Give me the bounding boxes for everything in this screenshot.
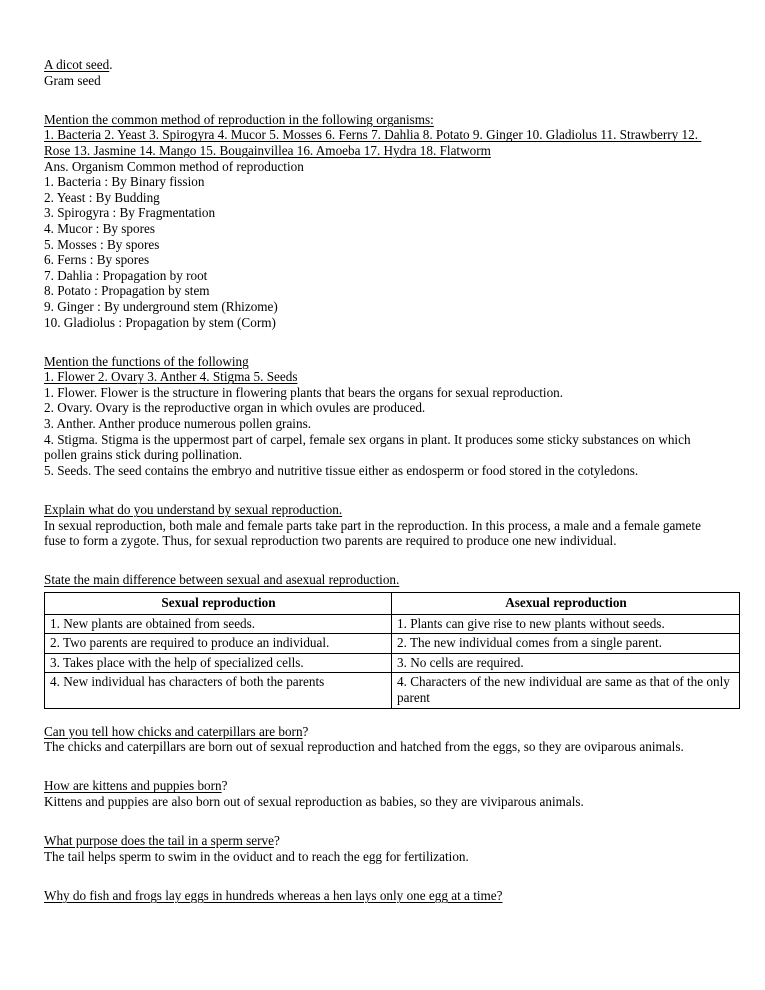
column-header-asexual: Asexual reproduction	[392, 593, 740, 615]
sperm-tail-heading	[44, 833, 721, 849]
spacer	[44, 709, 721, 724]
spacer	[44, 549, 721, 565]
spacer	[44, 494, 721, 502]
table-cell-sexual: 2. Two parents are required to produce an individual.	[45, 634, 392, 654]
table-header-row	[45, 593, 740, 615]
column-header-sexual: Sexual reproduction	[45, 593, 392, 615]
answer-item: 2. Ovary. Ovary is the reproductive organ in which ovules are produced.	[44, 400, 426, 416]
spacer	[44, 864, 721, 880]
sexual-reproduction-heading: Explain what do you understand by sexual reproduction.	[44, 502, 343, 518]
functions-item-list: 1. Flower 2. Ovary 3. Anther 4. Stigma 5. Seeds	[44, 369, 298, 385]
spacer	[44, 770, 721, 778]
table-cell-asexual: 2. The new individual comes from a single parent.	[392, 634, 740, 654]
answer-item: 8. Potato : Propagation by stem	[44, 283, 210, 299]
answer-item: 1. Bacteria : By Binary fission	[44, 174, 205, 190]
table-row	[45, 614, 740, 634]
kittens-body: Kittens and puppies are also born out of sexual reproduction as babies, so they are viviparous animals.	[44, 793, 584, 809]
table-cell-asexual: 1. Plants can give rise to new plants without seeds.	[392, 614, 740, 634]
spacer	[44, 346, 721, 354]
kittens-heading	[44, 778, 721, 794]
spacer	[44, 478, 721, 494]
spacer	[44, 88, 721, 104]
eggs-heading: Why do fish and frogs lay eggs in hundreds whereas a hen lays only one egg at a time?	[44, 887, 503, 903]
answer-item: 6. Ferns : By spores	[44, 252, 150, 268]
chicks-body: The chicks and caterpillars are born out of sexual reproduction and hatched from the eggs, so they are oviparous animals.	[44, 739, 684, 755]
sperm-tail-heading-text: What purpose does the tail in a sperm serve	[44, 833, 274, 849]
answer-item: 5. Seeds. The seed contains the embryo and nutritive tissue either as endosperm or food stored in the cotyledons.	[44, 462, 639, 478]
table-cell-sexual: 3. Takes place with the help of specialized cells.	[45, 653, 392, 673]
answer-item: 4. Stigma. Stigma is the uppermost part of carpel, female sex organs in plant. It produces some sticky substances on which pollen grains stick during pollination.	[44, 431, 694, 463]
table-head	[45, 593, 740, 615]
sperm-tail-body: The tail helps sperm to swim in the oviduct and to reach the egg for fertilization.	[44, 848, 469, 864]
intro-body: Gram seed	[44, 72, 101, 88]
answer-item: 3. Anther. Anther produce numerous pollen grains.	[44, 416, 311, 432]
table-row	[45, 673, 740, 708]
spacer	[44, 104, 721, 112]
sexual-reproduction-body: In sexual reproduction, both male and female parts take part in the reproduction. In this process, a male and a female gamete fuse to form a zygote. Thus, for sexual reproduction two parents are required to produce one new individual.	[44, 517, 705, 549]
document-body	[44, 57, 730, 904]
spacer	[44, 330, 721, 346]
spacer	[44, 825, 721, 833]
intro-heading-punctuation: .	[109, 57, 113, 72]
chicks-heading-punctuation: ?	[302, 723, 309, 739]
table-cell-asexual: 4. Characters of the new individual are same as that of the only parent	[392, 673, 740, 708]
intro-heading	[44, 57, 721, 73]
table-body	[45, 614, 740, 708]
comparison-table	[44, 592, 740, 709]
kittens-heading-punctuation: ?	[221, 778, 228, 794]
table-cell-sexual: 4. New individual has characters of both the parents	[45, 673, 392, 708]
spacer	[44, 810, 721, 826]
answer-item: 7. Dahlia : Propagation by root	[44, 267, 208, 283]
intro-heading-text: A dicot seed	[44, 57, 110, 72]
answer-item: 3. Spirogyra : By Fragmentation	[44, 205, 216, 221]
chicks-heading-text: Can you tell how chicks and caterpillars are born	[44, 723, 303, 739]
table-row	[45, 634, 740, 654]
answer-item: 10. Gladiolus : Propagation by stem (Corm)	[44, 314, 276, 330]
sperm-tail-heading-punctuation: ?	[273, 833, 280, 849]
spacer	[44, 880, 721, 888]
spacer	[44, 564, 721, 572]
answer-item: 4. Mucor : By spores	[44, 220, 155, 236]
answer-item: 1. Flower. Flower is the structure in flowering plants that bears the organs for sexual reproduction.	[44, 384, 564, 400]
table-cell-asexual: 3. No cells are required.	[392, 653, 740, 673]
answer-item: 2. Yeast : By Budding	[44, 189, 160, 205]
kittens-heading-text: How are kittens and puppies born	[44, 778, 222, 794]
reproduction-methods-organism-list: 1. Bacteria 2. Yeast 3. Spirogyra 4. Mucor 5. Mosses 6. Ferns 7. Dahlia 8. Potato 9. Ginger 10. Gladiolus 11. Strawberry 12. Rose 13. Jasmine 14. Mango 15. Bougainvillea 16. Amoeba 17. Hydra 18. Flatworm	[44, 127, 702, 158]
difference-heading: State the main difference between sexual and asexual reproduction.	[44, 572, 400, 588]
answer-item: 5. Mosses : By spores	[44, 236, 160, 252]
chicks-heading	[44, 724, 721, 740]
reproduction-methods-heading: Mention the common method of reproduction in the following organisms:	[44, 111, 434, 127]
spacer	[44, 755, 721, 771]
functions-heading: Mention the functions of the following	[44, 353, 249, 369]
reproduction-methods-answer-header: Ans. Organism Common method of reproduction	[44, 158, 304, 174]
table-cell-sexual: 1. New plants are obtained from seeds.	[45, 614, 392, 634]
table-row	[45, 653, 740, 673]
answer-item: 9. Ginger : By underground stem (Rhizome)	[44, 298, 278, 314]
